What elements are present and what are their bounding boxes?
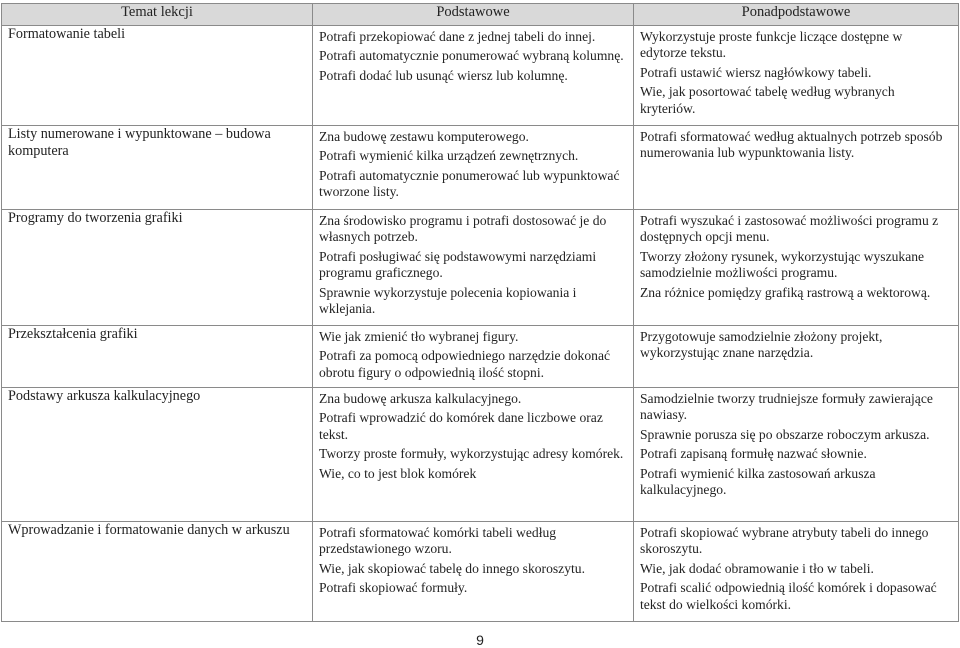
requirement-text: Przygotowuje samodzielnie złożony projekt, wykorzystując znane narzędzia. [640,329,883,361]
advanced-cell [634,388,959,522]
requirement-text: Wie, co to jest blok komórek [319,465,477,481]
requirement-text: Zna środowisko programu i potrafi dostosować je do własnych potrzeb. [319,213,607,245]
requirement-text: Potrafi wyszukać i zastosować możliwości programu z dostępnych opcji menu. [640,213,939,245]
requirement-text: Potrafi scalić odpowiednią ilość komórek i dopasować tekst do wielkości komórki. [640,580,937,612]
requirement-text: Potrafi skopiować formuły. [319,580,468,596]
basic-cell [313,388,634,522]
advanced-cell [634,210,959,326]
requirement-text: Potrafi sformatować według aktualnych potrzeb sposób numerowania lub wypunktowania listy. [640,129,943,161]
requirement-text: Potrafi ustawić wiersz nagłówkowy tabeli. [640,64,872,80]
advanced-cell [634,126,959,210]
requirement-text: Sprawnie wykorzystuje polecenia kopiowania i wklejania. [319,284,577,317]
basic-cell [313,210,634,326]
requirement-text: Potrafi przekopiować dane z jednej tabeli do innej. [319,29,596,44]
basic-cell [313,26,634,126]
topic-cell: Programy do tworzenia grafiki [2,210,313,326]
requirement-text: Wykorzystuje proste funkcje liczące dostępne w edytorze tekstu. [640,29,903,61]
curriculum-table [1,3,959,622]
requirement-text: Potrafi za pomocą odpowiedniego narzędzie dokonać obrotu figury o odpowiednią ilość stopni. [319,348,611,380]
header-advanced: Ponadpodstawowe [634,4,959,26]
requirement-text: Zna budowę zestawu komputerowego. [319,129,529,144]
table-row [2,326,959,388]
table-row [2,522,959,622]
header-topic: Temat lekcji [2,4,313,26]
requirement-text: Wie, jak dodać obramowanie i tło w tabeli. [640,560,874,576]
basic-cell [313,326,634,388]
requirement-text: Potrafi zapisaną formułę nazwać słownie. [640,446,867,462]
advanced-cell [634,26,959,126]
requirement-text: Samodzielnie tworzy trudniejsze formuły zawierające nawiasy. [640,391,933,423]
topic-cell: Podstawy arkusza kalkulacyjnego [2,388,313,522]
header-basic: Podstawowe [313,4,634,26]
requirement-text: Potrafi posługiwać się podstawowymi narzędziami programu graficznego. [319,248,597,281]
requirement-text: Sprawnie porusza się po obszarze roboczym arkusza. [640,426,930,442]
requirement-text: Wie, jak posortować tabelę według wybranych kryteriów. [640,84,895,116]
requirement-text: Potrafi wprowadzić do komórek dane liczbowe oraz tekst. [319,410,603,442]
requirement-text: Potrafi wymienić kilka zastosowań arkusza kalkulacyjnego. [640,465,876,498]
table-row [2,388,959,522]
advanced-cell [634,326,959,388]
requirement-text: Potrafi wymienić kilka urządzeń zewnętrznych. [319,148,579,164]
requirement-text: Potrafi automatycznie ponumerować wybraną kolumnę. [319,48,624,64]
topic-cell: Formatowanie tabeli [2,26,313,126]
requirement-text: Potrafi skopiować wybrane atrybuty tabeli do innego skoroszytu. [640,525,929,557]
requirement-text: Zna budowę arkusza kalkulacyjnego. [319,391,522,406]
table-row [2,210,959,326]
table-row [2,126,959,210]
header-row [2,4,959,26]
requirement-text: Tworzy proste formuły, wykorzystując adresy komórek. [319,446,624,462]
topic-cell: Przekształcenia grafiki [2,326,313,388]
basic-cell [313,522,634,622]
topic-cell: Wprowadzanie i formatowanie danych w arkuszu [2,522,313,622]
requirement-text: Potrafi automatycznie ponumerować lub wypunktować tworzone listy. [319,167,620,200]
topic-cell: Listy numerowane i wypunktowane – budowa komputera [2,126,313,210]
requirement-text: Potrafi dodać lub usunąć wiersz lub kolumnę. [319,67,568,83]
basic-cell [313,126,634,210]
requirement-text: Potrafi sformatować komórki tabeli według przedstawionego wzoru. [319,525,557,557]
page-number: 9 [476,632,484,648]
table-row [2,26,959,126]
advanced-cell [634,522,959,622]
requirement-text: Tworzy złożony rysunek, wykorzystując wyszukane samodzielnie możliwości programu. [640,248,925,281]
requirement-text: Wie, jak skopiować tabelę do innego skoroszytu. [319,560,585,576]
requirement-text: Wie jak zmienić tło wybranej figury. [319,329,519,344]
requirement-text: Zna różnice pomiędzy grafiką rastrową a wektorową. [640,284,931,300]
